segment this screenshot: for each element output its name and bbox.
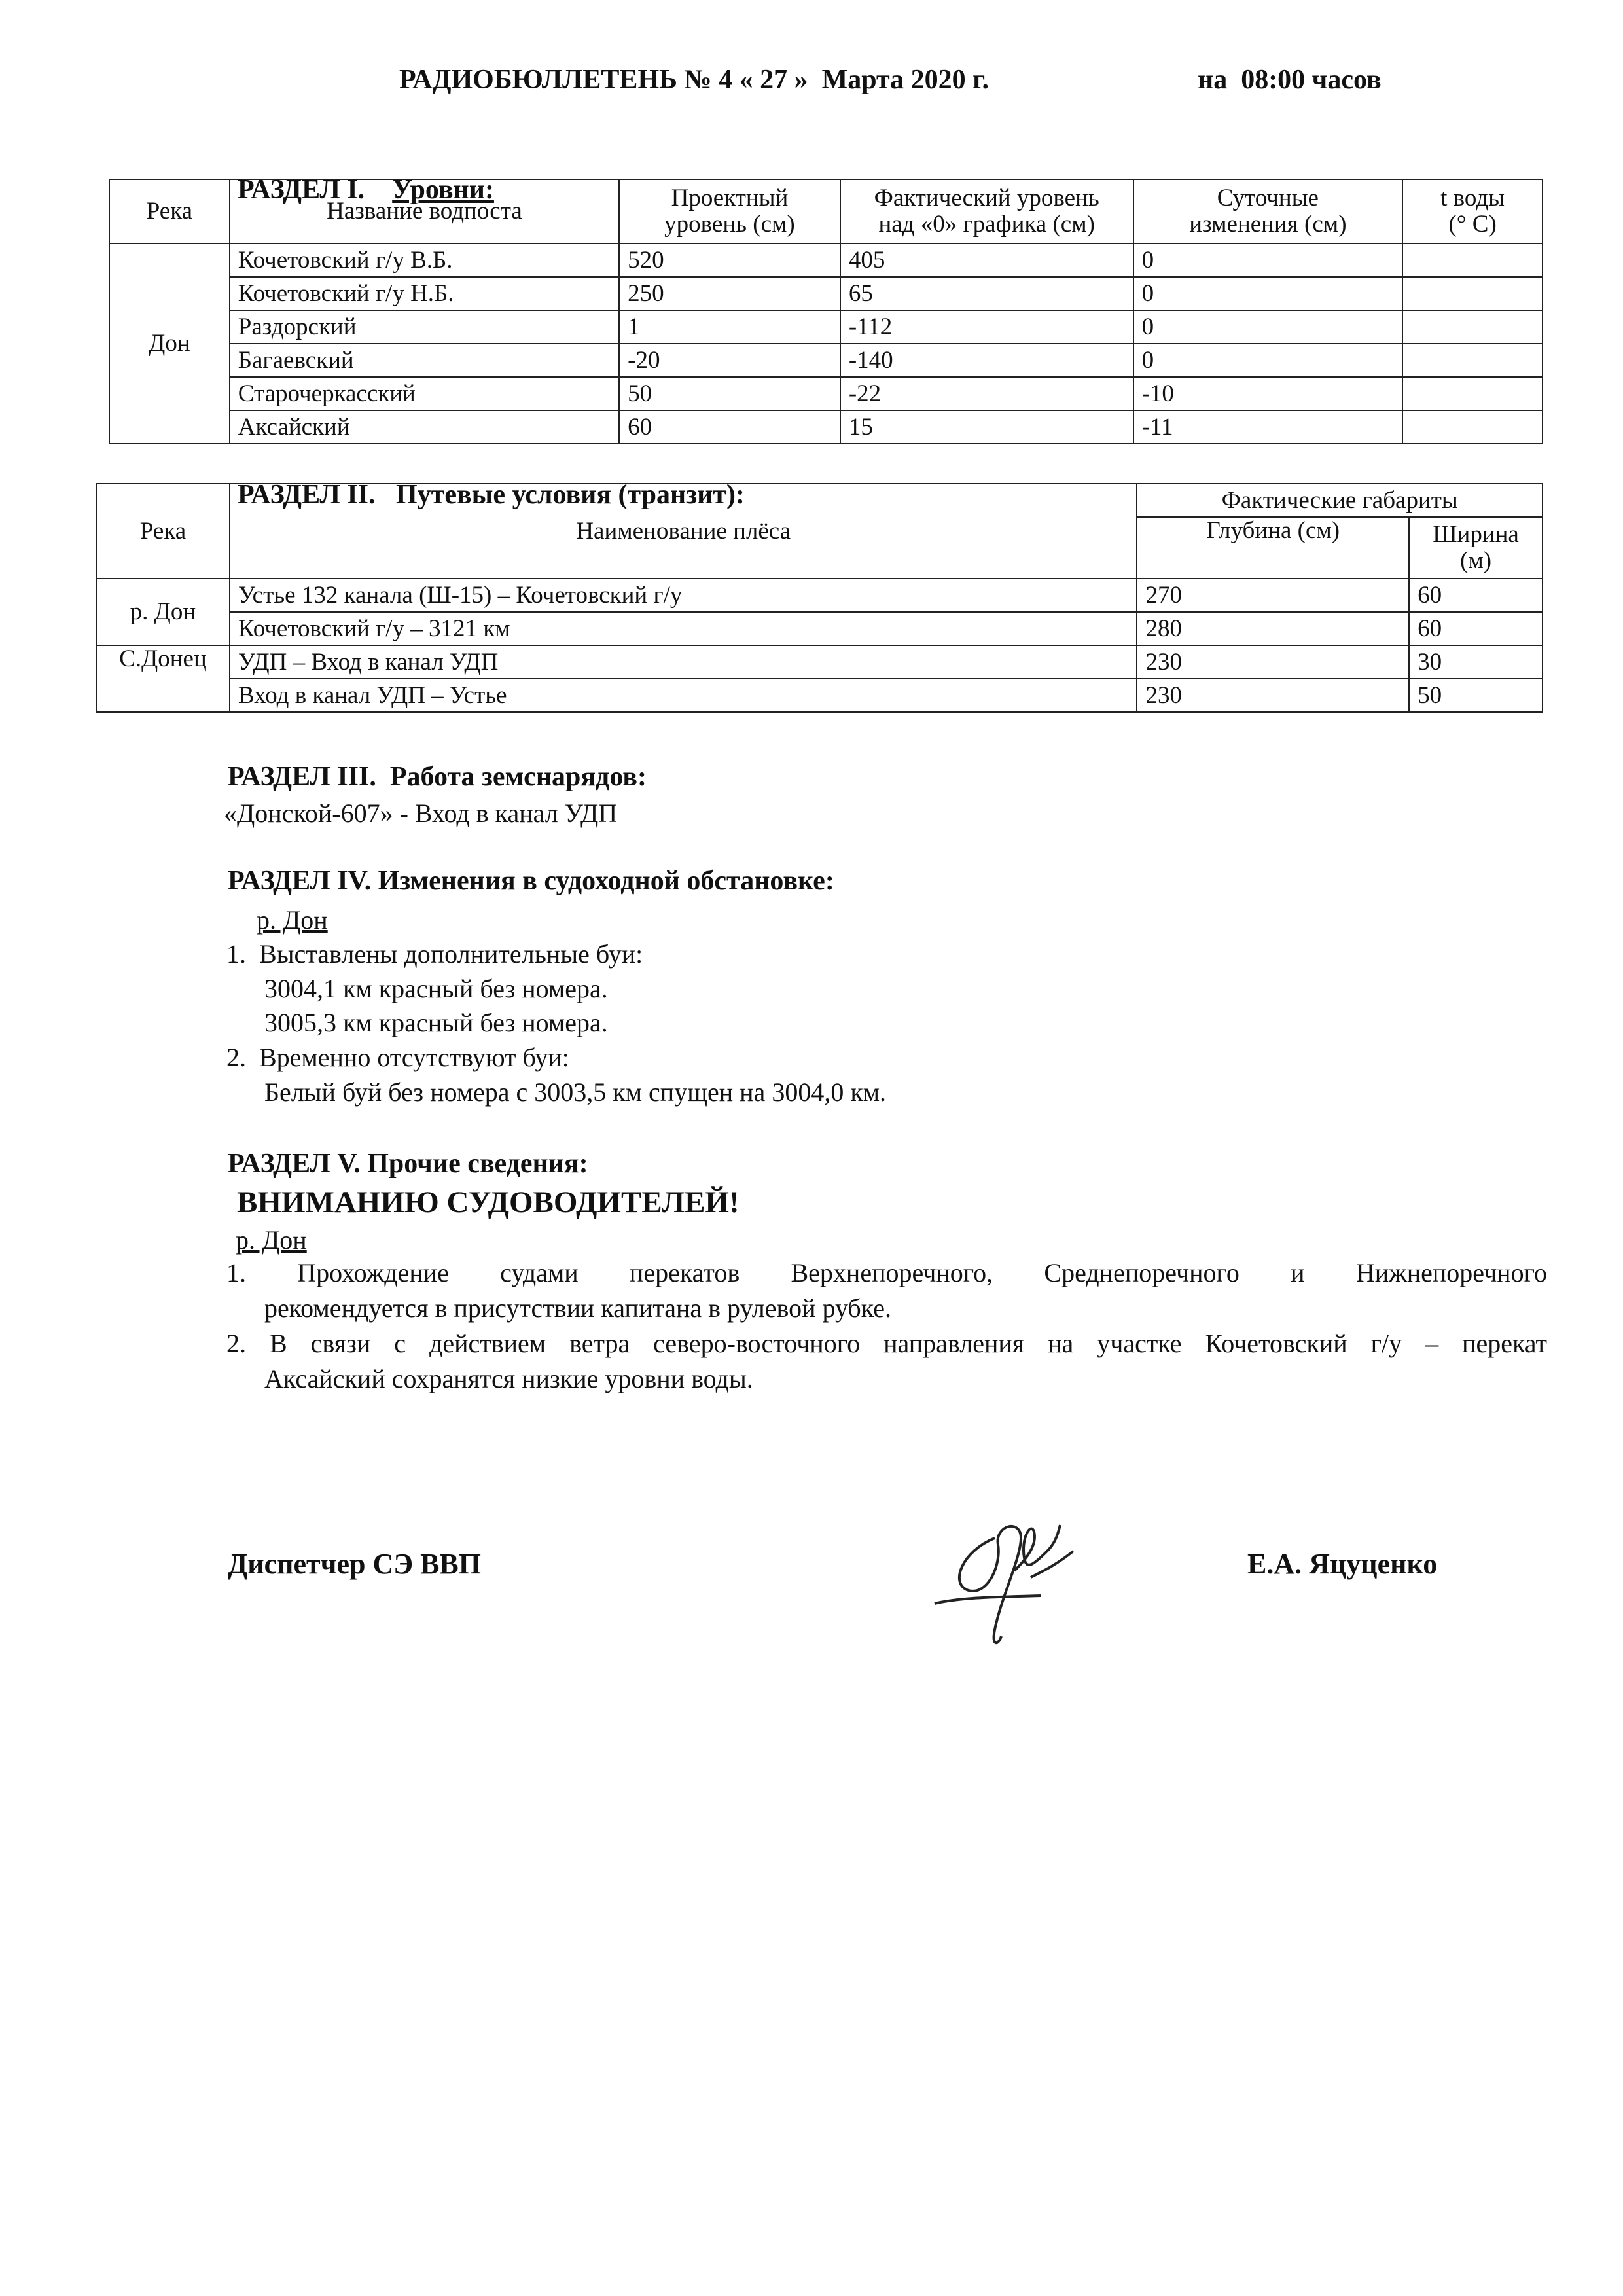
section4-item1-a: 3004,1 км красный без номера. bbox=[264, 974, 608, 1003]
station-name: Кочетовский г/у Н.Б. bbox=[230, 277, 619, 310]
width-value: 30 bbox=[1409, 645, 1543, 679]
section5-item2-line1: 2. В связи с действием ветра северо-восточного направления на участке Кочетовский г/у – перекат bbox=[226, 1329, 1547, 1358]
attention-heading: ВНИМАНИЮ СУДОВОДИТЕЛЕЙ! bbox=[237, 1185, 740, 1219]
width-value: 60 bbox=[1409, 612, 1543, 645]
section4-river: р. Дон bbox=[257, 905, 328, 935]
design-level: 50 bbox=[619, 377, 840, 410]
actual-level: 65 bbox=[840, 277, 1133, 310]
water-temp bbox=[1402, 377, 1543, 410]
col-header-station: Название водпоста bbox=[230, 179, 619, 243]
water-temp bbox=[1402, 310, 1543, 344]
section1-number: РАЗДЕЛ I. bbox=[238, 175, 365, 205]
river-cell: р. Дон bbox=[96, 579, 230, 645]
section5-heading: РАЗДЕЛ V. Прочие сведения: bbox=[228, 1149, 588, 1179]
design-level: 250 bbox=[619, 277, 840, 310]
transit-header-row bbox=[96, 484, 1543, 517]
section3-heading: РАЗДЕЛ III. Работа земснарядов: bbox=[228, 762, 647, 792]
water-temp bbox=[1402, 344, 1543, 377]
station-name: Аксайский bbox=[230, 410, 619, 444]
col-header-reach-name: Наименование плёса bbox=[230, 484, 1137, 579]
design-level: 520 bbox=[619, 243, 840, 277]
reach-name: УДП – Вход в канал УДП bbox=[230, 645, 1137, 679]
design-level: 1 bbox=[619, 310, 840, 344]
actual-level: -140 bbox=[840, 344, 1133, 377]
river-cell: Дон bbox=[109, 243, 230, 444]
section5-item2-line2: Аксайский сохранятся низкие уровни воды. bbox=[264, 1364, 753, 1393]
section5-item1-line2: рекомендуется в присутствии капитана в рулевой рубке. bbox=[264, 1293, 891, 1323]
reach-name: Устье 132 канала (Ш-15) – Кочетовский г/у bbox=[230, 579, 1137, 612]
actual-level: -22 bbox=[840, 377, 1133, 410]
design-level: 60 bbox=[619, 410, 840, 444]
section5-item1-line1: 1. Прохождение судами перекатов Верхнепоречного, Среднепоречного и Нижнепоречного bbox=[226, 1258, 1547, 1287]
daily-change: 0 bbox=[1133, 310, 1403, 344]
design-level: -20 bbox=[619, 344, 840, 377]
col-header-depth: Глубина (см) bbox=[1137, 517, 1409, 579]
section4-item2: 2. Временно отсутствуют буи: bbox=[226, 1043, 569, 1072]
col-header-design-level: Проектный уровень (см) bbox=[619, 179, 840, 243]
section4-item1: 1. Выставлены дополнительные буи: bbox=[226, 939, 643, 969]
station-name: Старочеркасский bbox=[230, 377, 619, 410]
transit-table bbox=[96, 483, 1543, 713]
section4-item1-b: 3005,3 км красный без номера. bbox=[264, 1008, 608, 1037]
width-value: 60 bbox=[1409, 579, 1543, 612]
handwritten-signature-icon bbox=[923, 1499, 1093, 1656]
col-header-width: Ширина (м) bbox=[1409, 517, 1543, 579]
station-name: Багаевский bbox=[230, 344, 619, 377]
depth-value: 280 bbox=[1137, 612, 1409, 645]
col-header-river: Река bbox=[109, 179, 230, 243]
table-row bbox=[96, 679, 1543, 712]
station-name: Кочетовский г/у В.Б. bbox=[230, 243, 619, 277]
section2-title: Путевые условия (транзит): bbox=[396, 480, 745, 510]
col-header-daily-change: Суточные изменения (см) bbox=[1133, 179, 1403, 243]
bulletin-number: РАДИОБЮЛЛЕТЕНЬ № 4 « 27 » Марта 2020 г. bbox=[399, 65, 990, 95]
actual-level: 15 bbox=[840, 410, 1133, 444]
bulletin-time: на 08:00 часов bbox=[1198, 65, 1382, 95]
section5-river: р. Дон bbox=[236, 1225, 307, 1255]
table-row bbox=[109, 344, 1543, 377]
table-row bbox=[96, 579, 1543, 612]
daily-change: -10 bbox=[1133, 377, 1403, 410]
section2-number: РАЗДЕЛ II. bbox=[238, 480, 376, 510]
daily-change: 0 bbox=[1133, 344, 1403, 377]
dispatcher-title: Диспетчер СЭ ВВП bbox=[228, 1548, 481, 1580]
levels-header-row bbox=[109, 179, 1543, 243]
daily-change: 0 bbox=[1133, 277, 1403, 310]
daily-change: -11 bbox=[1133, 410, 1403, 444]
section4-item2-a: Белый буй без номера с 3003,5 км спущен на 3004,0 км. bbox=[264, 1077, 887, 1107]
table-row bbox=[109, 310, 1543, 344]
table-row bbox=[109, 277, 1543, 310]
table-row bbox=[109, 410, 1543, 444]
table-row bbox=[109, 243, 1543, 277]
col-header-actual-level: Фактический уровень над «0» графика (см) bbox=[840, 179, 1133, 243]
station-name: Раздорский bbox=[230, 310, 619, 344]
section4-heading: РАЗДЕЛ IV. Изменения в судоходной обстановке: bbox=[228, 866, 834, 896]
section1-title: Уровни: bbox=[392, 175, 494, 205]
table-row bbox=[96, 645, 1543, 679]
table-row bbox=[109, 377, 1543, 410]
water-temp bbox=[1402, 410, 1543, 444]
section3-text: «Донской-607» - Вход в канал УДП bbox=[224, 798, 618, 828]
depth-value: 230 bbox=[1137, 679, 1409, 712]
water-temp bbox=[1402, 243, 1543, 277]
actual-level: -112 bbox=[840, 310, 1133, 344]
dispatcher-name: Е.А. Яцуценко bbox=[1247, 1548, 1438, 1580]
river-cell: С.Донец bbox=[96, 645, 230, 712]
depth-value: 230 bbox=[1137, 645, 1409, 679]
table-row bbox=[96, 612, 1543, 645]
col-header-dimensions: Фактические габариты bbox=[1137, 484, 1543, 517]
col-header-water-temp: t воды (° С) bbox=[1402, 179, 1543, 243]
actual-level: 405 bbox=[840, 243, 1133, 277]
width-value: 50 bbox=[1409, 679, 1543, 712]
daily-change: 0 bbox=[1133, 243, 1403, 277]
reach-name: Кочетовский г/у – 3121 км bbox=[230, 612, 1137, 645]
water-temp bbox=[1402, 277, 1543, 310]
col-header-river: Река bbox=[96, 484, 230, 579]
levels-table bbox=[109, 179, 1543, 444]
depth-value: 270 bbox=[1137, 579, 1409, 612]
reach-name: Вход в канал УДП – Устье bbox=[230, 679, 1137, 712]
